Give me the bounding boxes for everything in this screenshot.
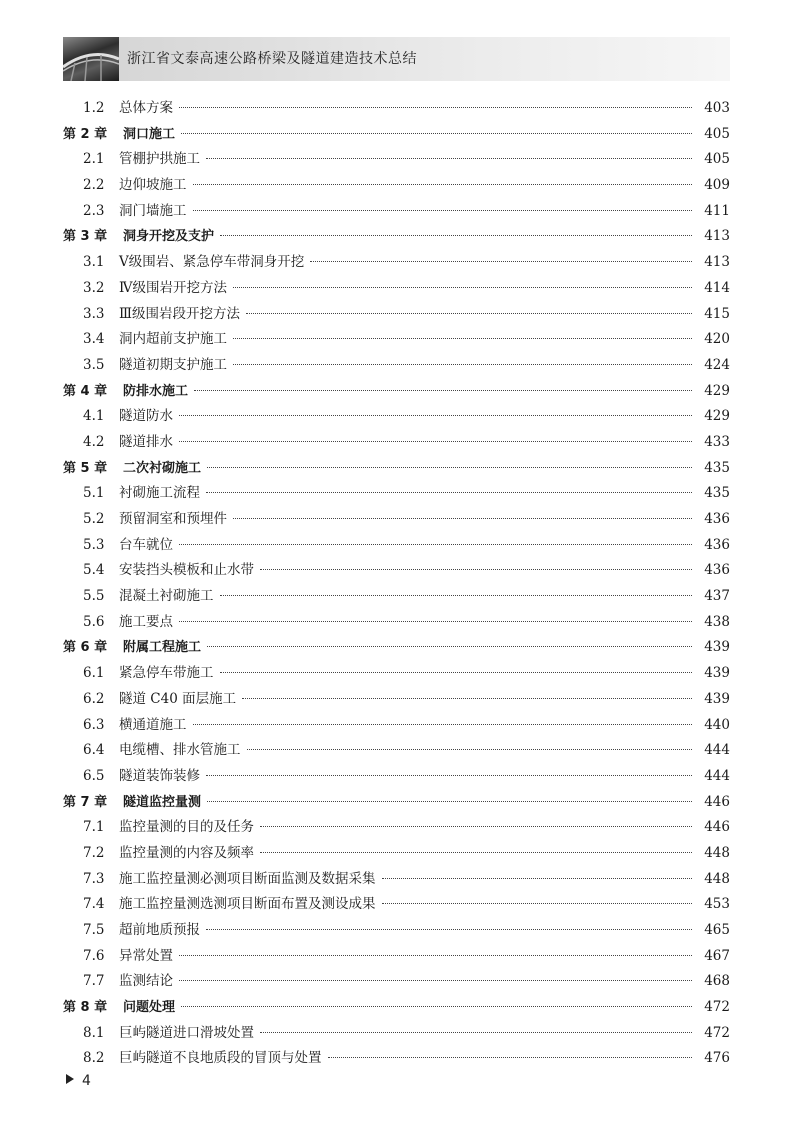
toc-section-row (63, 584, 730, 610)
toc-entry-page: 446 (704, 819, 730, 836)
toc-entry-title: 超前地质预报 (119, 922, 200, 938)
toc-entry-title: 监控量测的目的及任务 (119, 819, 254, 836)
toc-entry-page: 403 (704, 100, 730, 116)
page-arrow-icon (66, 1074, 74, 1084)
toc-entry-number: 1.2 (83, 100, 105, 116)
toc-entry-page: 465 (704, 922, 730, 938)
toc-entry-number: 第 3 章 (63, 229, 108, 245)
toc-entry-page: 411 (704, 202, 730, 219)
toc-entry-page: 433 (704, 433, 730, 450)
toc-entry-page: 472 (704, 1024, 730, 1041)
toc-entry-page: 467 (704, 947, 730, 964)
dot-leader (260, 852, 692, 853)
toc-entry-page: 439 (704, 639, 730, 656)
toc-entry-title: 隧道监控量测 (123, 794, 202, 810)
toc-section-row (63, 969, 730, 995)
toc-section-row (63, 430, 730, 456)
toc-entry-title: 隧道 C40 面层施工 (119, 690, 237, 707)
toc-section-row (63, 815, 730, 841)
dot-leader (328, 1057, 693, 1058)
toc-entry-title: 巨屿隧道不良地质段的冒顶与处置 (119, 1050, 322, 1067)
toc-entry-title: 洞内超前支护施工 (119, 331, 227, 348)
toc-entry-number: 7.2 (83, 844, 105, 861)
toc-entry-title: 边仰坡施工 (119, 177, 187, 194)
dot-leader (242, 698, 692, 699)
toc-entry-title: 洞口施工 (123, 126, 176, 142)
toc-entry-page: 437 (704, 588, 730, 605)
toc-entry-page: 440 (704, 716, 730, 733)
toc-entry-page: 448 (704, 844, 730, 861)
toc-entry-number: 3.5 (83, 356, 105, 373)
toc-section-row (63, 661, 730, 687)
toc-entry-title: 电缆槽、排水管施工 (119, 742, 241, 759)
toc-entry-number: 3.4 (83, 331, 105, 348)
table-of-contents (63, 96, 730, 1072)
toc-section-row (63, 713, 730, 739)
toc-entry-title: Ⅳ级围岩开挖方法 (119, 279, 227, 296)
toc-section-row (63, 147, 730, 173)
dot-leader (220, 672, 693, 673)
toc-entry-number: 第 6 章 (63, 640, 108, 656)
toc-entry-title: Ⅲ级围岩段开挖方法 (119, 305, 241, 322)
toc-entry-title: 二次衬砌施工 (123, 460, 202, 476)
toc-entry-number: 3.2 (83, 279, 105, 296)
toc-entry-title: 问题处理 (123, 1000, 176, 1016)
toc-section-row (63, 841, 730, 867)
toc-entry-title: 施工监控量测必测项目断面监测及数据采集 (119, 870, 376, 887)
page-header (63, 37, 730, 81)
toc-entry-title: 防排水施工 (123, 383, 189, 399)
toc-entry-page: 429 (704, 408, 730, 425)
toc-entry-number: 6.4 (83, 742, 105, 759)
dot-leader (220, 595, 693, 596)
toc-entry-page: 439 (704, 690, 730, 707)
dot-leader (179, 441, 692, 442)
toc-entry-number: 5.5 (83, 588, 105, 605)
toc-entry-number: 6.3 (83, 716, 105, 733)
toc-section-row (63, 327, 730, 353)
toc-section-row (63, 610, 730, 636)
toc-entry-number: 5.2 (83, 511, 105, 527)
dot-leader (179, 621, 692, 622)
dot-leader (382, 878, 693, 879)
dot-leader (181, 1006, 692, 1007)
toc-entry-number: 第 5 章 (63, 460, 108, 476)
toc-section-row (63, 764, 730, 790)
dot-leader (382, 903, 693, 904)
dot-leader (179, 107, 692, 108)
toc-entry-number: 7.4 (83, 896, 105, 913)
toc-entry-page: 424 (704, 356, 730, 373)
dot-leader (206, 775, 692, 776)
toc-entry-number: 3.1 (83, 254, 105, 271)
dot-leader (194, 390, 692, 391)
toc-chapter-row (63, 635, 730, 661)
toc-section-row (63, 199, 730, 225)
toc-entry-title: 监测结论 (119, 973, 173, 990)
toc-entry-page: 413 (704, 228, 730, 245)
toc-entry-page: 448 (704, 870, 730, 887)
toc-entry-page: 436 (704, 562, 730, 579)
dot-leader (220, 235, 692, 236)
toc-entry-page: 444 (704, 767, 730, 784)
dot-leader (181, 133, 692, 134)
toc-entry-number: 8.2 (83, 1050, 105, 1067)
toc-entry-title: 总体方案 (119, 100, 173, 116)
toc-chapter-row (63, 379, 730, 405)
toc-section-row (63, 944, 730, 970)
toc-entry-number: 2.2 (83, 177, 105, 194)
toc-entry-page: 453 (704, 896, 730, 913)
toc-entry-number: 第 7 章 (63, 794, 108, 810)
toc-section-row (63, 687, 730, 713)
dot-leader (260, 826, 692, 827)
toc-section-row (63, 353, 730, 379)
toc-chapter-row (63, 456, 730, 482)
toc-entry-page: 405 (704, 151, 730, 168)
dot-leader (179, 955, 692, 956)
toc-entry-title: 隧道排水 (119, 433, 173, 450)
toc-chapter-row (63, 224, 730, 250)
toc-entry-title: 预留洞室和预埋件 (119, 511, 227, 527)
toc-section-row (63, 250, 730, 276)
toc-chapter-row (63, 790, 730, 816)
dot-leader (260, 1032, 692, 1033)
toc-entry-page: 405 (704, 125, 730, 142)
toc-entry-page: 436 (704, 536, 730, 553)
dot-leader (193, 210, 693, 211)
dot-leader (206, 158, 692, 159)
toc-entry-page: 420 (704, 331, 730, 348)
toc-entry-page: 413 (704, 254, 730, 271)
toc-entry-title: Ⅴ级围岩、紧急停车带洞身开挖 (119, 254, 305, 271)
dot-leader (206, 929, 692, 930)
toc-entry-number: 7.6 (83, 947, 105, 964)
dot-leader (260, 569, 692, 570)
toc-entry-page: 436 (704, 511, 730, 527)
toc-section-row (63, 1046, 730, 1072)
dot-leader (310, 261, 692, 262)
toc-entry-title: 安装挡头模板和止水带 (119, 562, 254, 579)
dot-leader (207, 646, 692, 647)
toc-section-row (63, 867, 730, 893)
toc-entry-page: 444 (704, 742, 730, 759)
toc-entry-title: 隧道装饰装修 (119, 767, 200, 784)
toc-entry-title: 横通道施工 (119, 716, 187, 733)
toc-entry-number: 6.2 (83, 690, 105, 707)
toc-entry-number: 4.1 (83, 408, 105, 425)
dot-leader (206, 492, 692, 493)
toc-section-row (63, 507, 730, 533)
toc-entry-page: 415 (704, 305, 730, 322)
toc-section-row (63, 173, 730, 199)
toc-section-row (63, 558, 730, 584)
dot-leader (233, 287, 692, 288)
toc-entry-title: 混凝土衬砌施工 (119, 588, 214, 605)
header-bridge-photo (63, 37, 119, 81)
toc-entry-number: 第 8 章 (63, 1000, 108, 1016)
toc-entry-page: 446 (704, 793, 730, 810)
toc-entry-title: 附属工程施工 (123, 640, 202, 656)
toc-entry-title: 巨屿隧道进口滑坡处置 (119, 1024, 254, 1041)
toc-entry-title: 施工监控量测选测项目断面布置及测设成果 (119, 896, 376, 913)
dot-leader (233, 338, 692, 339)
toc-chapter-row (63, 995, 730, 1021)
dot-leader (247, 749, 693, 750)
toc-entry-number: 5.1 (83, 485, 105, 502)
toc-entry-page: 435 (704, 459, 730, 476)
dot-leader (179, 980, 692, 981)
toc-section-row (63, 481, 730, 507)
toc-entry-page: 429 (704, 382, 730, 399)
toc-chapter-row (63, 122, 730, 148)
toc-entry-title: 隧道防水 (119, 408, 173, 425)
dot-leader (207, 801, 692, 802)
dot-leader (207, 467, 692, 468)
toc-entry-page: 472 (704, 999, 730, 1016)
page-footer (66, 1073, 91, 1089)
toc-entry-number: 7.1 (83, 819, 105, 836)
toc-entry-number: 6.5 (83, 767, 105, 784)
dot-leader (193, 184, 693, 185)
toc-entry-number: 2.3 (83, 202, 105, 219)
toc-entry-number: 7.7 (83, 973, 105, 990)
toc-entry-title: 洞身开挖及支护 (123, 229, 215, 245)
toc-entry-number: 4.2 (83, 433, 105, 450)
toc-entry-number: 7.3 (83, 870, 105, 887)
page-number: 4 (82, 1073, 91, 1089)
dot-leader (233, 364, 692, 365)
toc-entry-number: 8.1 (83, 1024, 105, 1041)
dot-leader (233, 518, 692, 519)
toc-entry-page: 414 (704, 279, 730, 296)
toc-entry-page: 438 (704, 613, 730, 630)
toc-entry-title: 洞门墙施工 (119, 202, 187, 219)
toc-section-row (63, 892, 730, 918)
toc-entry-page: 476 (704, 1050, 730, 1067)
dot-leader (179, 544, 692, 545)
toc-entry-page: 468 (704, 973, 730, 990)
dot-leader (246, 313, 692, 314)
toc-section-row (63, 738, 730, 764)
dot-leader (193, 724, 693, 725)
toc-entry-page: 439 (704, 665, 730, 682)
toc-section-row (63, 302, 730, 328)
toc-entry-title: 紧急停车带施工 (119, 665, 214, 682)
toc-entry-title: 异常处置 (119, 947, 173, 964)
toc-entry-title: 施工要点 (119, 613, 173, 630)
toc-entry-number: 2.1 (83, 151, 105, 168)
toc-entry-title: 管棚护拱施工 (119, 151, 200, 168)
toc-entry-title: 监控量测的内容及频率 (119, 844, 254, 861)
toc-entry-number: 6.1 (83, 665, 105, 682)
toc-entry-page: 409 (704, 177, 730, 194)
toc-entry-page: 435 (704, 485, 730, 502)
toc-section-row (63, 96, 730, 122)
book-title: 浙江省文泰高速公路桥梁及隧道建造技术总结 (127, 51, 417, 67)
toc-section-row (63, 404, 730, 430)
toc-section-row (63, 918, 730, 944)
toc-section-row (63, 533, 730, 559)
toc-entry-number: 3.3 (83, 305, 105, 322)
toc-section-row (63, 276, 730, 302)
toc-section-row (63, 1021, 730, 1047)
toc-entry-number: 5.3 (83, 536, 105, 553)
toc-entry-number: 5.4 (83, 562, 105, 579)
toc-entry-title: 台车就位 (119, 536, 173, 553)
toc-entry-number: 5.6 (83, 613, 105, 630)
dot-leader (179, 415, 692, 416)
toc-entry-number: 7.5 (83, 922, 105, 938)
toc-entry-number: 第 4 章 (63, 383, 108, 399)
toc-entry-number: 第 2 章 (63, 126, 108, 142)
toc-entry-title: 衬砌施工流程 (119, 485, 200, 502)
toc-entry-title: 隧道初期支护施工 (119, 356, 227, 373)
